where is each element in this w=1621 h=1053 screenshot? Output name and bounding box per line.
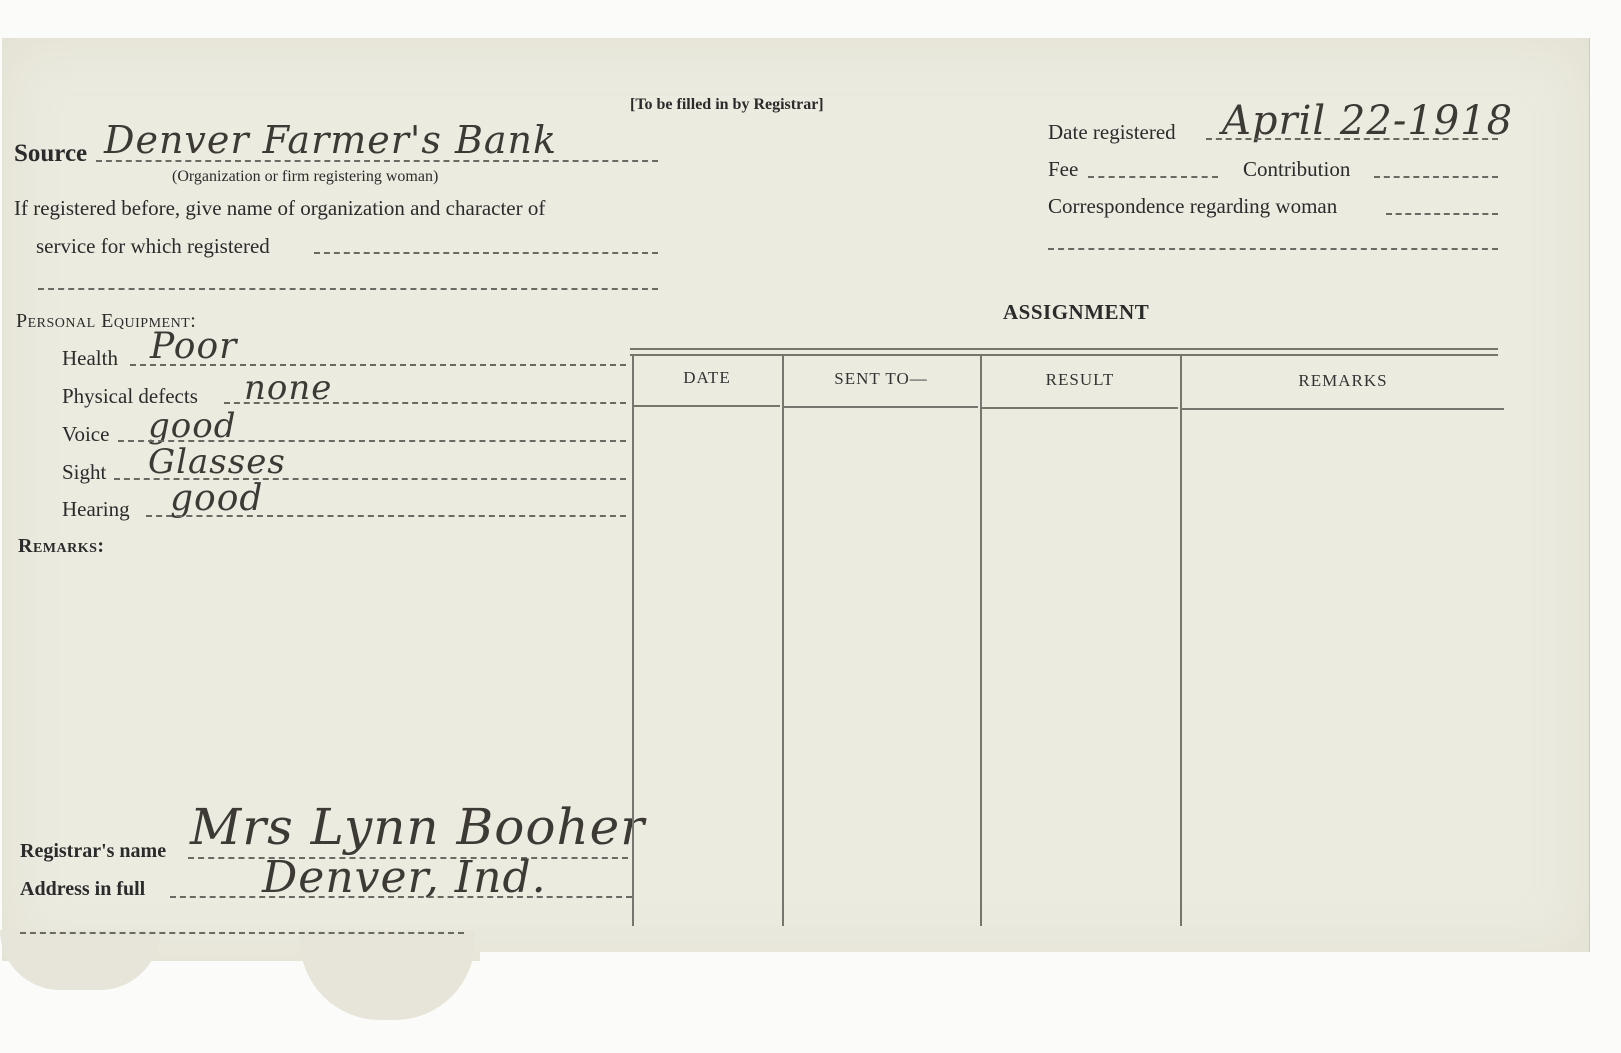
table-border-left — [632, 354, 634, 926]
fee-line — [1088, 176, 1218, 178]
assignment-rule-top — [630, 348, 1498, 350]
result-header-rule — [982, 407, 1178, 409]
correspondence-line — [1386, 213, 1498, 215]
remarks-label: Remarks: — [18, 535, 105, 557]
source-label: Source — [14, 140, 88, 167]
column-header-date: DATE — [683, 368, 731, 387]
address-line — [170, 896, 632, 898]
hearing-label: Hearing — [62, 497, 130, 521]
sight-value: Glasses — [148, 442, 286, 482]
table-divider-2 — [980, 354, 982, 926]
column-header-result: RESULT — [1045, 370, 1115, 389]
card-bottom-edge — [480, 952, 1620, 1053]
date-registered-line — [1206, 138, 1498, 140]
table-divider-1 — [782, 354, 784, 926]
physical-defects-line — [224, 402, 626, 404]
registered-before-line2: service for which registered — [36, 234, 270, 258]
assignment-title: ASSIGNMENT — [1003, 300, 1150, 324]
column-header-sent-to: SENT TO— — [834, 369, 928, 388]
registrar-name-value: Mrs Lynn Booher — [190, 798, 646, 856]
date-registered-value: April 22-1918 — [1222, 98, 1514, 144]
address-label: Address in full — [20, 878, 146, 900]
column-header-remarks: REMARKS — [1298, 371, 1388, 390]
correspondence-label: Correspondence regarding woman — [1048, 194, 1338, 218]
personal-equipment-title: Personal Equipment: — [16, 310, 197, 332]
contribution-label: Contribution — [1243, 157, 1351, 181]
hearing-value: good — [170, 478, 264, 519]
assignment-rule-top-2 — [630, 354, 1498, 356]
date-header-rule — [634, 405, 780, 407]
health-label: Health — [62, 346, 118, 370]
physical-defects-value: none — [244, 368, 333, 408]
sight-label: Sight — [62, 460, 107, 484]
contribution-line — [1374, 176, 1498, 178]
remarks-header-rule — [1182, 408, 1504, 410]
registrar-note: [To be filled in by Registrar] — [630, 96, 824, 113]
fee-label: Fee — [1048, 157, 1079, 181]
correspondence-line-2 — [1048, 248, 1498, 250]
source-value: Denver Farmer's Bank — [104, 118, 558, 162]
voice-value: good — [148, 406, 237, 446]
registered-before-field — [314, 252, 658, 254]
date-registered-label: Date registered — [1048, 120, 1176, 144]
registered-before-line1: If registered before, give name of organization and character of — [14, 196, 546, 220]
card-tab-left — [0, 930, 160, 990]
sentto-header-rule — [784, 406, 978, 408]
health-value: Poor — [150, 326, 238, 367]
health-line — [130, 364, 626, 366]
registered-before-field-2 — [38, 288, 658, 290]
physical-defects-label: Physical defects — [62, 384, 198, 408]
address-value: Denver, Ind. — [262, 852, 547, 903]
voice-label: Voice — [62, 422, 110, 446]
card-tab-middle — [300, 930, 475, 1020]
source-caption: (Organization or firm registering woman) — [172, 168, 439, 185]
registrar-name-label: Registrar's name — [20, 840, 167, 862]
source-line — [96, 160, 658, 162]
hearing-line — [146, 515, 626, 517]
address-line-2 — [20, 932, 464, 934]
table-divider-3 — [1180, 354, 1182, 926]
